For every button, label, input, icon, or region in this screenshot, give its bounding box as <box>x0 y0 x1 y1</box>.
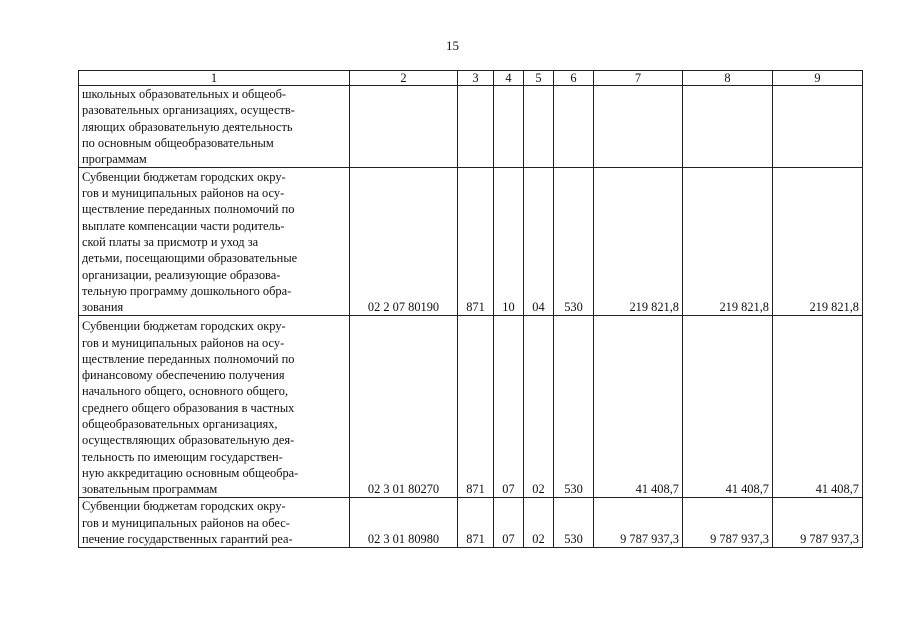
row-name-line: по основным общеобразовательным <box>82 135 274 150</box>
row-name-line: ляющих образовательную деятельность <box>82 119 293 134</box>
row-col8-cell <box>683 86 773 168</box>
page-number: 15 <box>446 38 459 53</box>
row-name-line: Субвенции бюджетам городских окру- <box>82 169 286 184</box>
row-col7-cell <box>594 86 683 168</box>
header-col-6: 6 <box>554 71 594 86</box>
table-row <box>79 498 863 548</box>
row-col7-cell: 41 408,7 <box>594 316 683 498</box>
row-name-line: Субвенции бюджетам городских окру- <box>82 499 286 514</box>
row-name-line: осуществляющих образовательную дея- <box>82 433 295 448</box>
header-col-2: 2 <box>350 71 458 86</box>
row-name-line: гов и муниципальных районов на осу- <box>82 335 285 350</box>
row-name-line: гов и муниципальных районов на осу- <box>82 186 285 201</box>
row-col7-cell: 219 821,8 <box>594 168 683 316</box>
row-name-line: Субвенции бюджетам городских окру- <box>82 319 286 334</box>
row-name-line: финансовому обеспечению получения <box>82 368 285 383</box>
row-name-line: ществление переданных полномочий по <box>82 351 295 366</box>
row-col5-cell: 04 <box>524 168 554 316</box>
row-col6-cell: 530 <box>554 316 594 498</box>
row-name-line: тельную программу дошкольного обра- <box>82 283 292 298</box>
row-col5-cell: 02 <box>524 498 554 548</box>
row-col4-cell: 07 <box>494 498 524 548</box>
header-col-4: 4 <box>494 71 524 86</box>
header-col-8: 8 <box>683 71 773 86</box>
header-col-1: 1 <box>79 71 350 86</box>
row-name-line: печение государственных гарантий реа- <box>82 532 293 547</box>
row-col9-cell <box>773 86 863 168</box>
row-name-cell <box>79 316 350 498</box>
header-col-7: 7 <box>594 71 683 86</box>
row-name-cell <box>79 168 350 316</box>
row-name-line: среднего общего образования в частных <box>82 400 295 415</box>
table-row <box>79 168 863 316</box>
row-name-line: организации, реализующие образова- <box>82 267 281 282</box>
row-code-cell <box>350 86 458 168</box>
row-col3-cell <box>458 86 494 168</box>
row-name-line: ской платы за присмотр и уход за <box>82 235 259 249</box>
row-col7-cell: 9 787 937,3 <box>594 498 683 548</box>
row-col6-cell <box>554 86 594 168</box>
row-col6-cell: 530 <box>554 498 594 548</box>
row-col3-cell: 871 <box>458 498 494 548</box>
row-col5-cell: 02 <box>524 316 554 498</box>
row-name-cell <box>79 86 350 168</box>
row-code-cell: 02 3 01 80270 <box>350 316 458 498</box>
header-col-5: 5 <box>524 71 554 86</box>
header-row <box>79 71 863 86</box>
row-name-line: ную аккредитацию основным общеобра- <box>82 465 299 480</box>
header-col-3: 3 <box>458 71 494 86</box>
row-name-line: общеобразовательных организациях, <box>82 417 278 431</box>
row-name-cell <box>79 498 350 548</box>
row-name-line: школьных образовательных и общеоб- <box>82 87 287 101</box>
row-col8-cell: 41 408,7 <box>683 316 773 498</box>
row-name-line: разовательных организациях, осуществ- <box>82 103 295 118</box>
budget-table <box>78 70 863 548</box>
row-name-line: программам <box>82 152 147 167</box>
row-name-line: выплате компенсации части родитель- <box>82 218 285 233</box>
row-col9-cell: 9 787 937,3 <box>773 498 863 548</box>
row-name-line: детьми, посещающими образовательные <box>82 251 298 266</box>
row-col5-cell <box>524 86 554 168</box>
row-name-line: начального общего, основного общего, <box>82 384 289 399</box>
row-col9-cell: 219 821,8 <box>773 168 863 316</box>
row-name-line: зовательным программам <box>82 482 218 497</box>
row-code-cell: 02 3 01 80980 <box>350 498 458 548</box>
header-col-9: 9 <box>773 71 863 86</box>
row-col6-cell: 530 <box>554 168 594 316</box>
table-row <box>79 316 863 498</box>
row-name-line: зования <box>82 300 124 315</box>
row-name-line: ществление переданных полномочий по <box>82 202 295 217</box>
row-col8-cell: 219 821,8 <box>683 168 773 316</box>
row-col4-cell <box>494 86 524 168</box>
row-col3-cell: 871 <box>458 316 494 498</box>
row-code-cell: 02 2 07 80190 <box>350 168 458 316</box>
row-col9-cell: 41 408,7 <box>773 316 863 498</box>
row-col3-cell: 871 <box>458 168 494 316</box>
row-name-line: тельность по имеющим государствен- <box>82 449 283 464</box>
table-row <box>79 86 863 168</box>
row-col4-cell: 07 <box>494 316 524 498</box>
row-col8-cell: 9 787 937,3 <box>683 498 773 548</box>
row-name-line: гов и муниципальных районов на обес- <box>82 515 290 530</box>
row-col4-cell: 10 <box>494 168 524 316</box>
